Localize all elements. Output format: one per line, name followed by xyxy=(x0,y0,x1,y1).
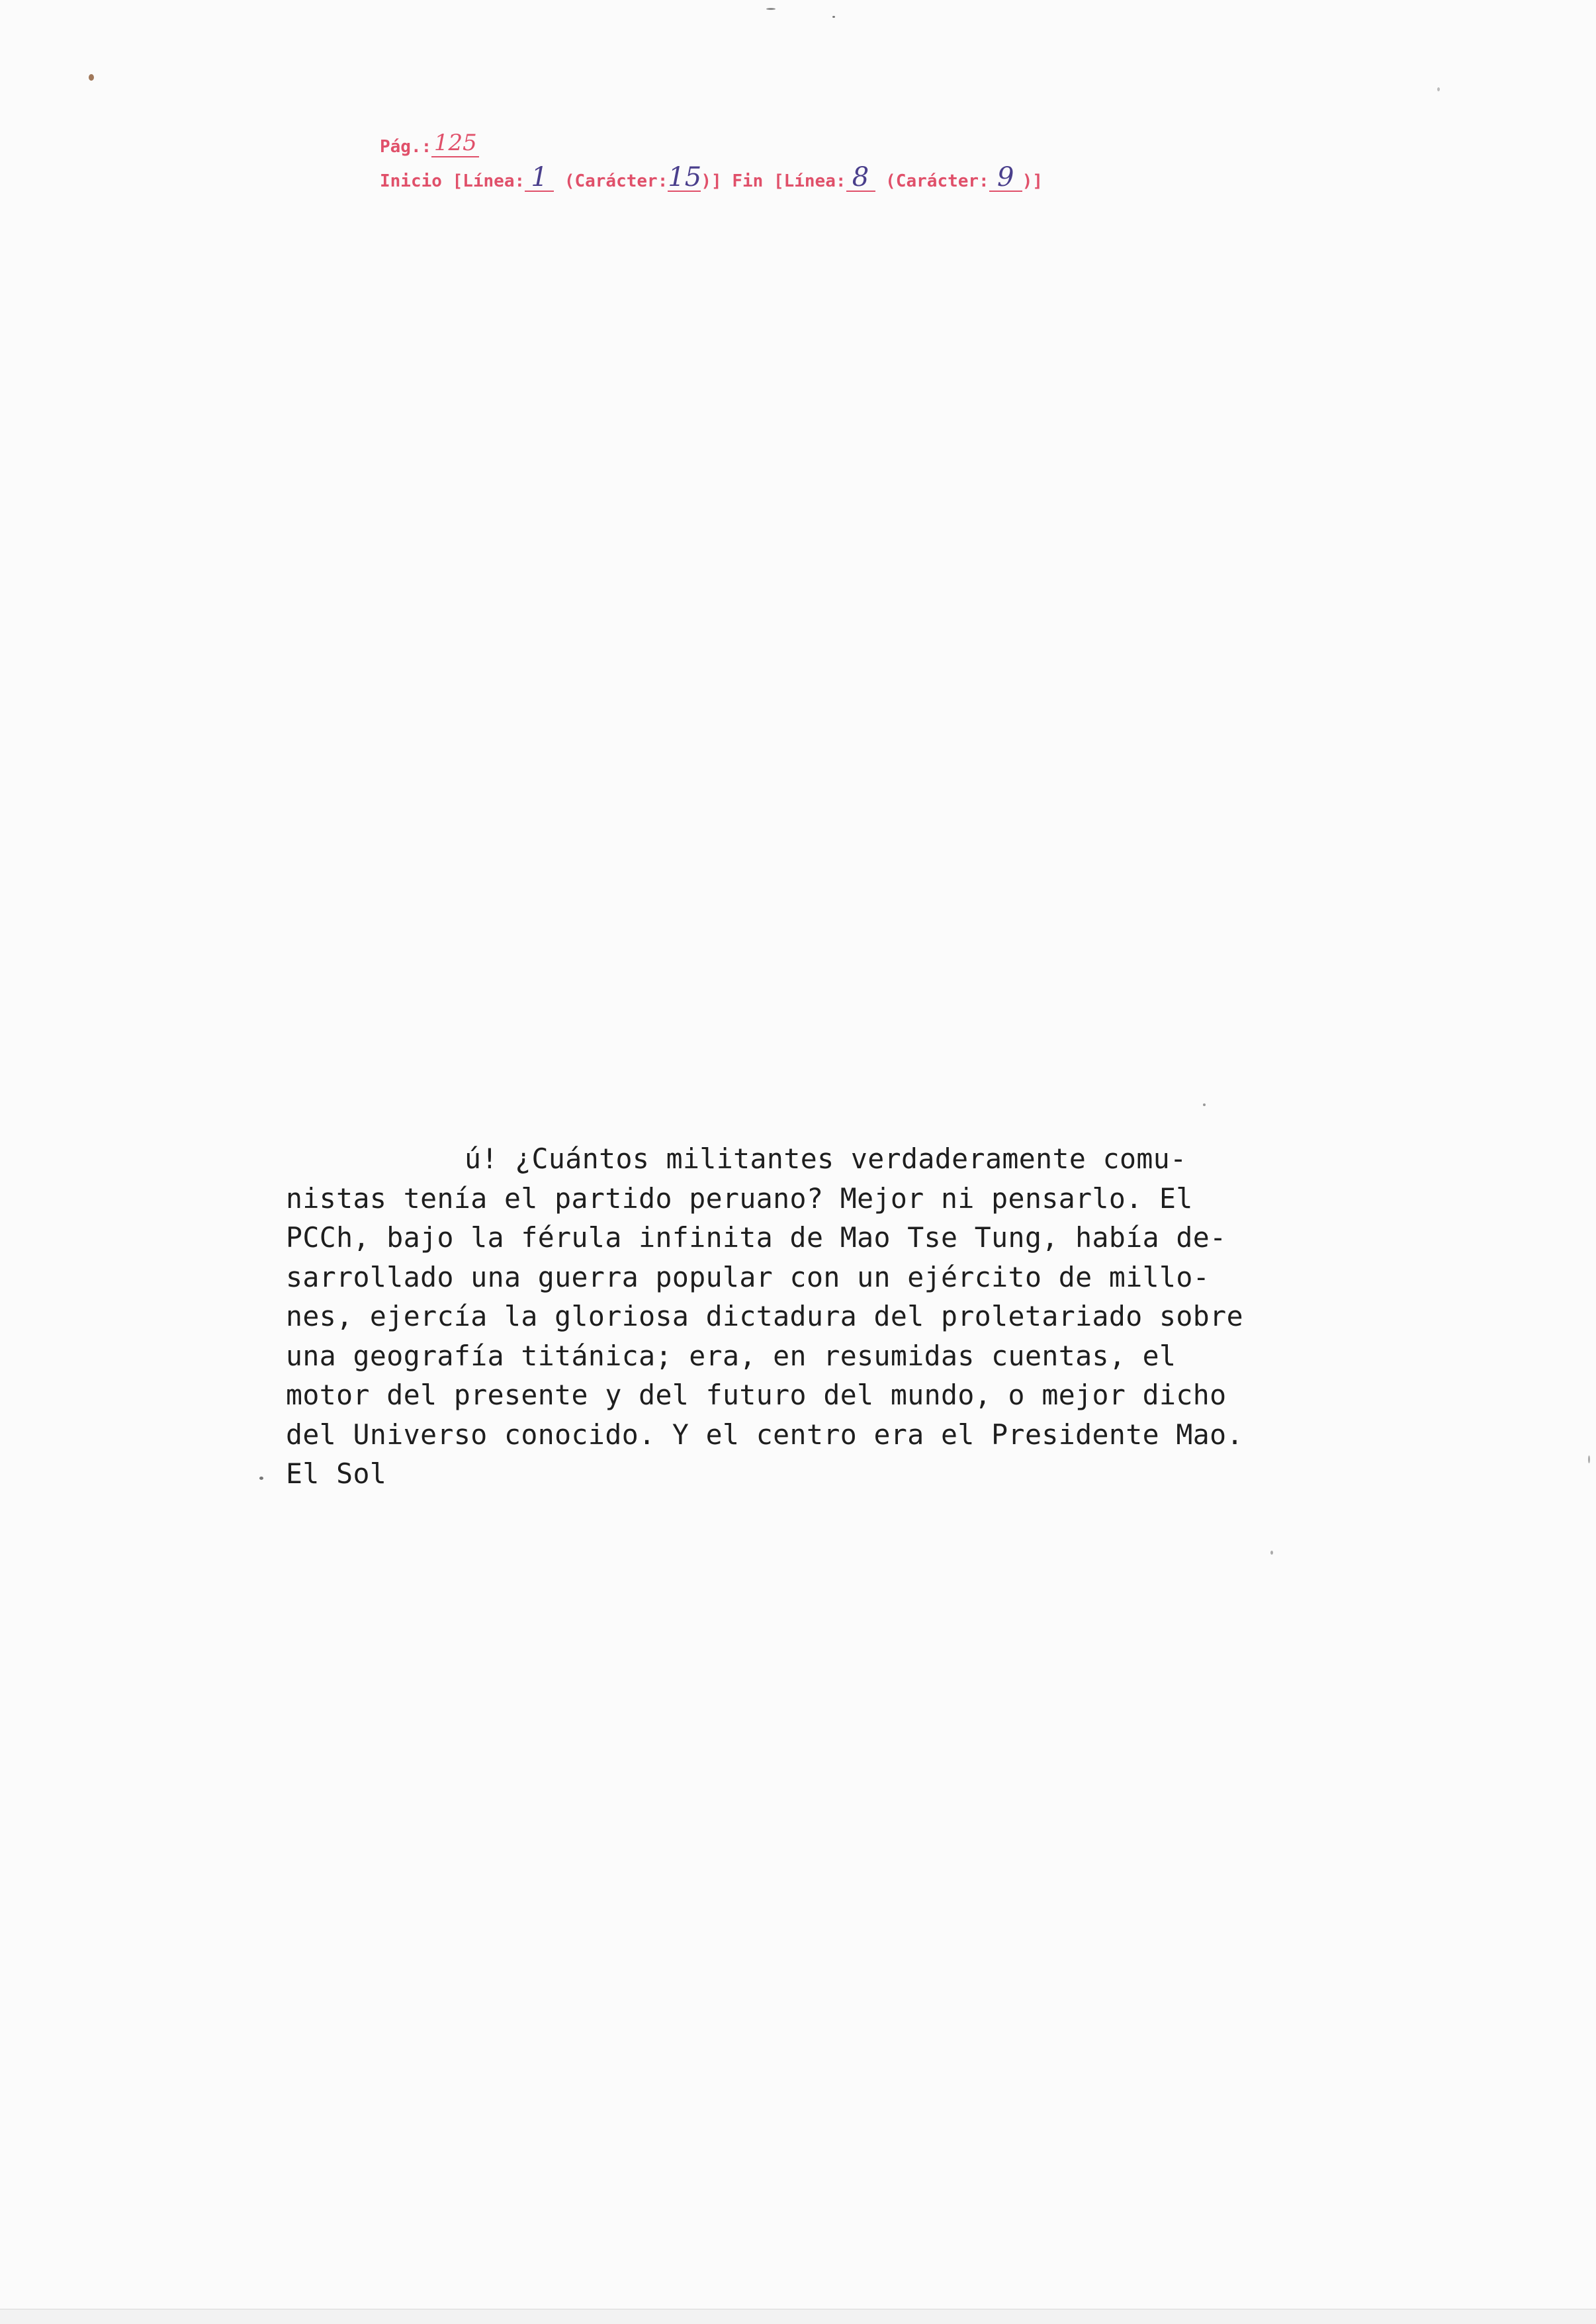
text-line: nes, ejercía la gloriosa dictadura del proletariado sobre xyxy=(286,1300,1243,1332)
reference-stamp xyxy=(380,130,1043,198)
stamp-caracter-label-1: (Carácter: xyxy=(564,171,668,191)
text-line: sarrollado una guerra popular con un ejército de millo- xyxy=(286,1260,1210,1293)
text-line: El Sol xyxy=(286,1457,387,1490)
stamp-page-row xyxy=(380,130,1043,164)
page-bottom-edge xyxy=(0,2309,1596,2324)
text-line: del Universo conocido. Y el centro era el Presidente Mao. xyxy=(286,1418,1243,1451)
stamp-inicio-linea-value: 1 xyxy=(525,164,554,192)
stamp-fin-label: Fin [Línea: xyxy=(732,171,846,191)
paper-speck xyxy=(1203,1103,1206,1106)
text-line: PCCh, bajo la férula infinita de Mao Tse Tung, había de- xyxy=(286,1221,1227,1254)
text-line: ú! ¿Cuántos militantes verdaderamente comu- xyxy=(465,1142,1187,1175)
stamp-fin-linea-value: 8 xyxy=(846,164,875,192)
stamp-close-2: )] xyxy=(1022,171,1043,191)
paper-speck xyxy=(89,74,94,81)
stamp-inicio-label: Inicio [Línea: xyxy=(380,171,525,191)
stamp-page-label: Pág.: xyxy=(380,137,432,157)
stamp-page-value: 125 xyxy=(431,130,479,157)
paper-speck xyxy=(259,1477,263,1480)
paper-speck xyxy=(1588,1455,1590,1463)
paper-speck xyxy=(832,16,835,18)
paper-speck xyxy=(766,8,776,10)
stamp-caracter-label-2: (Carácter: xyxy=(885,171,989,191)
paper-speck xyxy=(1437,87,1440,91)
stamp-inicio-caracter-value: 15 xyxy=(668,162,702,193)
typewritten-paragraph xyxy=(286,1139,1278,1494)
text-line: motor del presente y del futuro del mundo, o mejor dicho xyxy=(286,1379,1227,1411)
stamp-close-1: )] xyxy=(701,171,722,191)
stamp-fin-caracter-value: 9 xyxy=(989,164,1022,192)
paper-speck xyxy=(1270,1551,1273,1555)
text-line: una geografía titánica; era, en resumidas cuentas, el xyxy=(286,1339,1176,1372)
stamp-range-row xyxy=(380,164,1043,198)
text-line: nistas tenía el partido peruano? Mejor ni pensarlo. El xyxy=(286,1182,1193,1215)
